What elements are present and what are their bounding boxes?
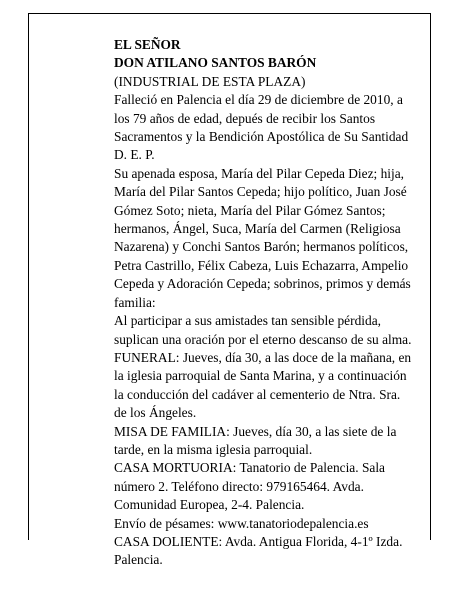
text-line: CASA DOLIENTE: Avda. Antigua Florida, 4-1º Izda. bbox=[114, 533, 403, 549]
text-line: D. E. P. bbox=[114, 147, 155, 163]
deceased-name: DON ATILANO SANTOS BARÓN bbox=[114, 55, 317, 71]
text-line: Falleció en Palencia el día 29 de diciembre de 2010, a bbox=[114, 92, 403, 108]
text-line: FUNERAL: Jueves, día 30, a las doce de la mañana, en bbox=[114, 349, 412, 365]
family-mass-paragraph bbox=[114, 423, 424, 460]
condolences-line: Envío de pésames: www.tanatoriodepalencia.es bbox=[114, 515, 369, 531]
death-paragraph bbox=[114, 91, 424, 165]
text-line: los 79 años de edad, depués de recibir los Santos bbox=[114, 110, 376, 126]
text-line: Al participar a sus amistades tan sensible pérdida, bbox=[114, 313, 381, 329]
text-line: Petra Castrillo, Félix Cabeza, Luis Echazarra, Ampelio bbox=[114, 257, 409, 273]
text-line: Palencia. bbox=[114, 552, 163, 568]
deceased-role: (INDUSTRIAL DE ESTA PLAZA) bbox=[114, 73, 306, 89]
funeral-home-paragraph bbox=[114, 459, 424, 514]
mourning-house-paragraph bbox=[114, 533, 424, 570]
notice-title: EL SEÑOR bbox=[114, 37, 181, 52]
text-line: MISA DE FAMILIA: Jueves, día 30, a las siete de la bbox=[114, 423, 397, 439]
text-line: María del Pilar Santos Cepeda; hijo político, Juan José bbox=[114, 184, 407, 200]
text-line: la iglesia parroquial de Santa Marina, y a continuación bbox=[114, 368, 407, 384]
text-line: Comunidad Europea, 2-4. Palencia. bbox=[114, 497, 305, 513]
funeral-paragraph bbox=[114, 349, 424, 423]
text-line: la conducción del cadáver al cementerio de Ntra. Sra. bbox=[114, 386, 401, 402]
text-line: Gómez Soto; nieta, María del Pilar Gómez Santos; bbox=[114, 202, 386, 218]
text-line: Su apenada esposa, María del Pilar Cepeda Diez; hija, bbox=[114, 165, 405, 181]
text-line: Cepeda y Adoración Cepeda; sobrinos, primos y demás bbox=[114, 276, 411, 292]
text-line: hermanos, Ángel, Suca, María del Carmen (Religiosa bbox=[114, 221, 401, 237]
obituary-notice bbox=[114, 36, 424, 570]
request-paragraph bbox=[114, 312, 424, 349]
text-line: suplican una oración por el eterno descanso de su alma. bbox=[114, 331, 412, 347]
text-line: CASA MORTUORIA: Tanatorio de Palencia. Sala bbox=[114, 460, 385, 476]
text-line: Nazarena) y Conchi Santos Barón; hermanos políticos, bbox=[114, 239, 409, 255]
text-line: número 2. Teléfono directo: 979165464. Avda. bbox=[114, 478, 364, 494]
text-line: tarde, en la misma iglesia parroquial. bbox=[114, 441, 313, 457]
family-paragraph bbox=[114, 165, 424, 312]
text-line: de los Ángeles. bbox=[114, 405, 197, 421]
text-line: Sacramentos y la Bendición Apostólica de Su Santidad bbox=[114, 129, 409, 145]
text-line: familia: bbox=[114, 294, 156, 310]
